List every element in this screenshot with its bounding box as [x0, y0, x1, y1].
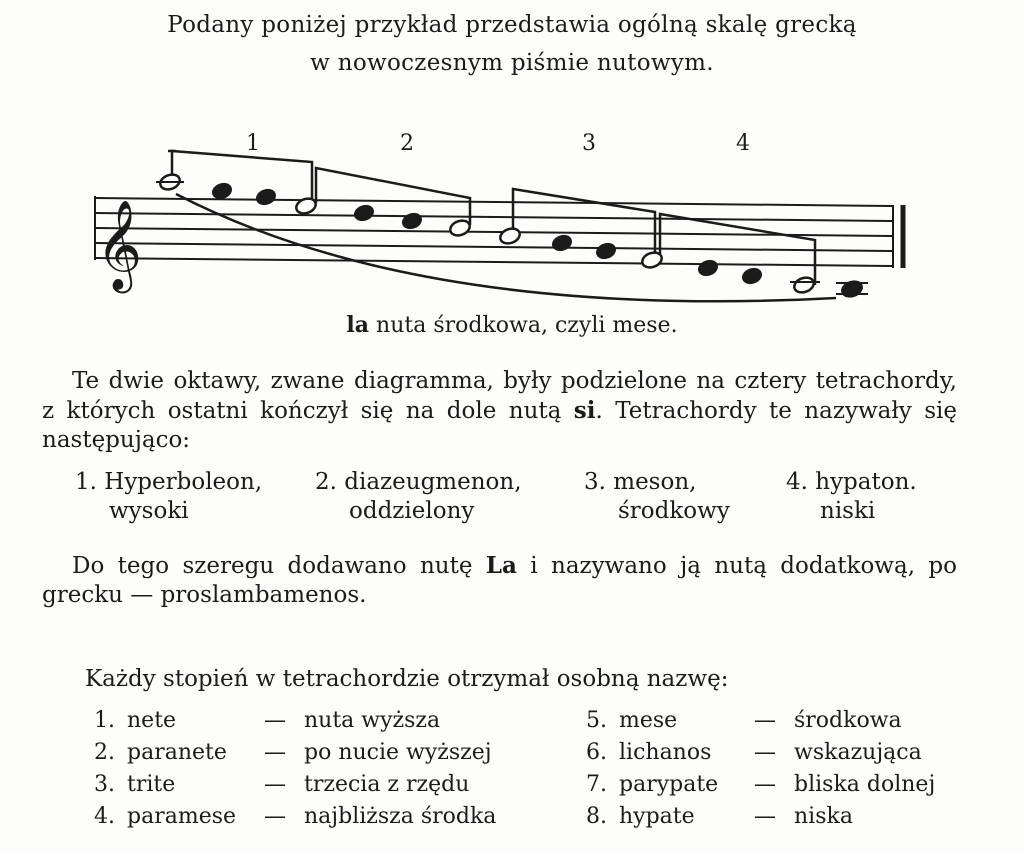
intro-line-1: Podany poniżej przykład przedstawia ogólną skalę grecką: [167, 12, 857, 38]
tetrachord-name: 3. meson,: [584, 469, 697, 495]
greek-scale-score: [0, 120, 1024, 315]
intro-text: [0, 6, 1024, 82]
degree-dash: —: [264, 708, 286, 733]
tetrachord-item: [786, 468, 917, 526]
tetrachord-number-3: 3: [582, 131, 596, 156]
degree-number: 7.: [586, 772, 607, 797]
degree-dash: —: [754, 772, 776, 797]
paragraph-proslambanomenos-text-1: Do tego szeregu dodawano nutę: [72, 553, 486, 579]
degree-dash: —: [264, 804, 286, 829]
degree-meaning: najbliższa środka: [304, 804, 497, 829]
tetrachord-meaning: wysoki: [109, 498, 189, 524]
degree-number: 4.: [94, 804, 115, 829]
degree-number: 5.: [586, 708, 607, 733]
degree-name: trite: [127, 772, 176, 797]
degree-name: paranete: [127, 740, 227, 765]
tetrachord-number-2: 2: [400, 131, 414, 156]
degree-meaning: bliska dolnej: [794, 772, 936, 797]
note: [448, 218, 472, 238]
degree-name: paramese: [127, 804, 237, 829]
note: [401, 212, 422, 230]
degree-row: [94, 802, 534, 832]
degree-number: 6.: [586, 740, 607, 765]
tetrachord-number-4: 4: [736, 131, 750, 156]
degree-dash: —: [264, 740, 286, 765]
tetrachord-name: 1. Hyperboleon,: [75, 469, 263, 495]
degree-dash: —: [754, 740, 776, 765]
tetrachord-meaning: środkowy: [618, 498, 730, 524]
degree-row: [586, 738, 966, 768]
note: [255, 188, 276, 206]
paragraph-proslambanomenos-bold: La: [485, 552, 517, 579]
tetrachord-number-1: 1: [246, 131, 260, 156]
caption-note-name: la: [346, 312, 370, 338]
note-mese: [498, 226, 522, 246]
paragraph-diagramma-text-2: . Tetrachordy te nazywały się następująco:: [42, 398, 957, 453]
degree-row: [94, 738, 534, 768]
note: [551, 234, 572, 252]
degree-name: hypate: [619, 804, 695, 829]
degree-number: 2.: [94, 740, 115, 765]
degree-row: [586, 802, 966, 832]
note: [741, 267, 762, 285]
degree-meaning: niska: [794, 804, 853, 829]
intro-line-2: w nowoczesnym piśmie nutowym.: [310, 50, 714, 76]
degree-number: 3.: [94, 772, 115, 797]
staff: [95, 196, 903, 268]
degree-meaning: nuta wyższa: [304, 708, 441, 733]
degree-dash: —: [754, 708, 776, 733]
degree-name: parypate: [619, 772, 719, 797]
note: [211, 182, 232, 200]
note: [353, 204, 374, 222]
degree-name: nete: [127, 708, 177, 733]
note: [595, 242, 616, 260]
degree-meaning: wskazująca: [794, 740, 922, 765]
caption-text: nuta środkowa, czyli mese.: [369, 313, 678, 338]
degree-row: [94, 770, 534, 800]
degree-row: [94, 706, 534, 736]
degree-row: [586, 706, 966, 736]
degree-row: [586, 770, 966, 800]
score-caption: [0, 312, 1024, 338]
paragraph-diagramma-bold: si: [573, 397, 596, 424]
treble-clef-icon: 𝄞: [96, 200, 143, 290]
tetrachord-name: 2. diazeugmenon,: [315, 469, 522, 495]
degree-dash: —: [754, 804, 776, 829]
paragraph-proslambanomenos: [42, 551, 957, 610]
degree-meaning: po nucie wyższej: [304, 740, 492, 765]
tetrachord-item: [315, 468, 522, 526]
paragraph-diagramma: [42, 367, 957, 455]
tetrachord-item: [584, 468, 730, 526]
degree-name: mese: [619, 708, 678, 733]
degree-dash: —: [264, 772, 286, 797]
tetrachord-item: [75, 468, 262, 526]
degree-names-heading: Każdy stopień w tetrachordzie otrzymał osobną nazwę:: [85, 666, 729, 692]
note: [294, 196, 318, 216]
degree-meaning: trzecia z rzędu: [304, 772, 470, 797]
tetrachord-meaning: niski: [820, 498, 876, 524]
degree-number: 8.: [586, 804, 607, 829]
degree-number: 1.: [94, 708, 115, 733]
paragraph-diagramma-text-1: Te dwie oktawy, zwane diagramma, były podzielone na cztery tetrachordy, z których ostatni kończył się na dole nutą: [42, 368, 957, 424]
degree-meaning: środkowa: [794, 708, 902, 733]
paragraph-proslambanomenos-text-2: i nazywano ją nutą dodatkową, po grecku — proslambamenos.: [42, 553, 957, 608]
degree-name: lichanos: [619, 740, 712, 765]
note: [697, 259, 718, 277]
tetrachord-meaning: oddzielony: [349, 498, 475, 524]
tetrachord-name: 4. hypaton.: [786, 469, 917, 495]
note-si-low: [792, 275, 816, 295]
